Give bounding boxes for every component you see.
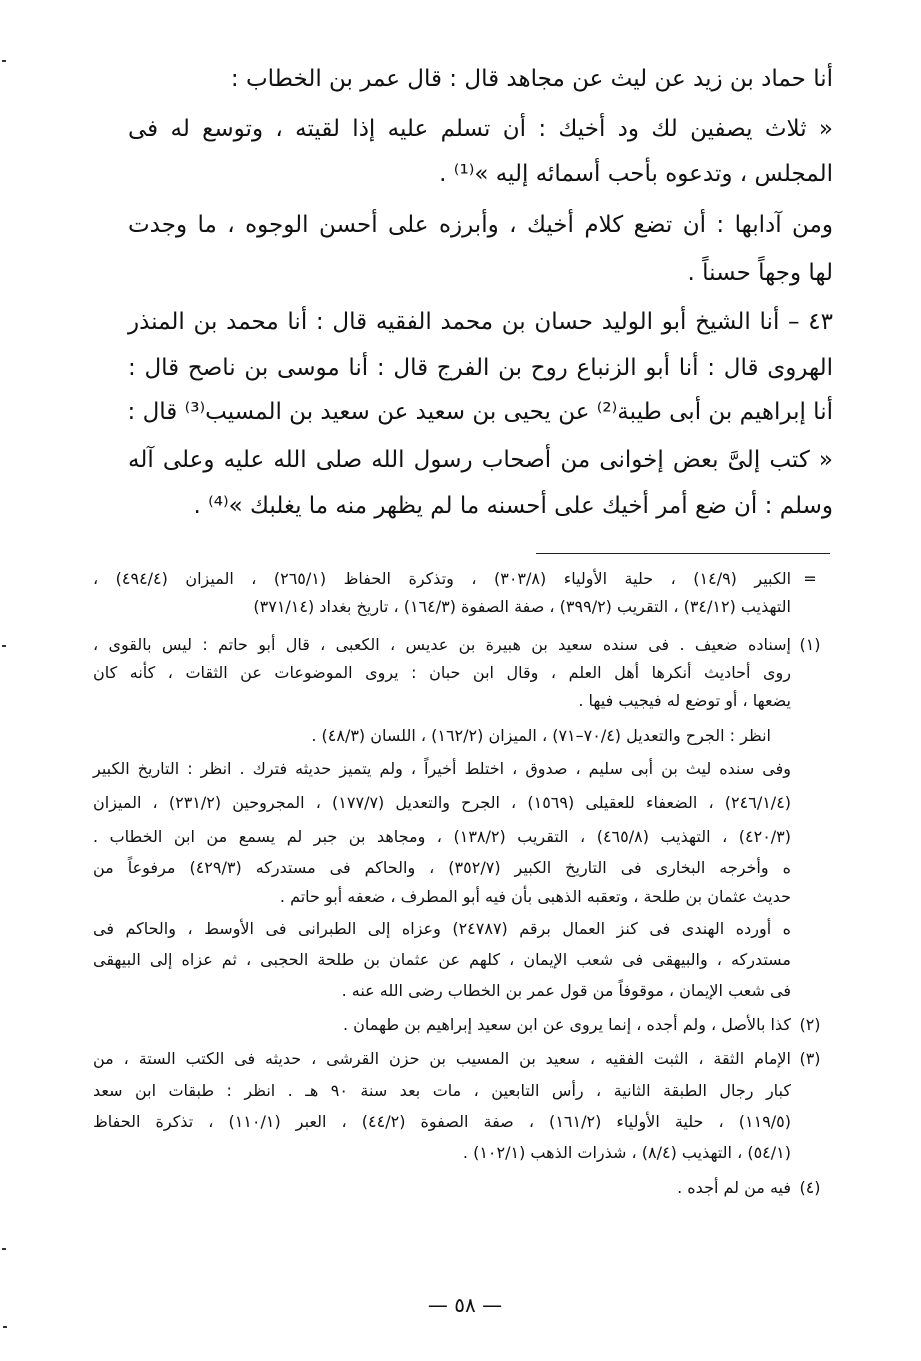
main-line: الهروى قال : أنا أبو الزنباع روح بن الفرج قال : أنا موسى بن ناصح قال :: [128, 355, 833, 381]
footnote-marker: (٣): [799, 1049, 821, 1068]
footnote-line: روى أحاديث أنكرها أهل العلم ، وقال ابن حبان : يروى الموضوعات عن الثقات ، كأنه كان: [93, 663, 791, 682]
footnote-line: مستدركه ، والبيهقى فى شعب الإيمان ، كلهم عن عثمان بن طلحة الحجبى ، ثم عزاه إلى البيهقى: [93, 950, 791, 969]
main-line: « ثلاث يصفين لك ود أخيك : أن تسلم عليه إذا لقيته ، وتوسع له فى: [128, 116, 833, 142]
footnote-line: كبار رجال الطبقة الثانية ، رأس التابعين ، مات بعد سنة ٩٠ هـ . انظر : طبقات ابن سعد: [93, 1081, 792, 1100]
footnote-line: (٢٤٦/١/٤) ، الضعفاء للعقيلى (١٥٦٩) ، الجرح والتعديل (١٧٧/٧) ، المجروحين (٢٣١/٢) ، الميزان: [93, 793, 792, 812]
footnote-marker: (٤): [799, 1178, 821, 1197]
footnote-line: فى شعب الإيمان ، موقوفاً من قول عمر بن الخطاب رضى الله عنه .: [341, 981, 791, 1000]
footnote-marker: (١): [799, 635, 821, 654]
footnote-line: (١١٩/٥) ، حلية الأولياء (١٦١/٢) ، صفة الصفوة (٤٤/٢) ، العبر (١١٠/١) ، تذكرة الحفاظ: [93, 1112, 792, 1131]
footnote-separator: [536, 553, 830, 554]
scan-speck: [2, 645, 6, 647]
main-line: وسلم : أن ضع أمر أخيك على أحسنه ما لم يظهر منه ما يغلبك »⁽⁴⁾ .: [193, 493, 833, 519]
main-line: أنا حماد بن زيد عن ليث عن مجاهد قال : قال عمر بن الخطاب :: [230, 66, 833, 92]
footnote-line: فيه من لم أجده .: [677, 1178, 791, 1197]
main-line: ومن آدابها : أن تضع كلام أخيك ، وأبرزه على أحسن الوجوه ، ما وجدت: [128, 212, 833, 238]
main-line: المجلس ، وتدعوه بأحب أسمائه إليه »⁽¹⁾ .: [439, 161, 833, 187]
footnote-line: ه أورده الهندى فى كنز العمال برقم (٢٤٧٨٧) وعزاه إلى الطبرانى فى الأوسط ، والحاكم فى: [93, 919, 792, 938]
footnote-line: حديث عثمان بن طلحة ، وتعقبه الذهبى بأن فيه أبو المطرف ، ضعفه أبو حاتم .: [279, 887, 791, 906]
footnote-line: ه وأخرجه البخارى فى التاريخ الكبير (٣٥٢/٧) ، والحاكم فى مستدركه (٤٢٩/٣) مرفوعاً من: [93, 858, 791, 877]
footnote-line: الكبير (١٤/٩) ، حلية الأولياء (٣٠٣/٨) ، وتذكرة الحفاظ (٢٦٥/١) ، الميزان (٤٩٤/٤) ،: [93, 569, 792, 588]
scan-speck: [3, 1326, 7, 1328]
main-line: أنا إبراهيم بن أبى طيبة⁽²⁾ عن يحيى بن سعيد عن سعيد بن المسيب⁽³⁾ قال :: [127, 399, 833, 425]
footnote-line: انظر : الجرح والتعديل (٧٠/٤–٧١) ، الميزان (١٦٢/٢) ، اللسان (٤٨/٣) .: [311, 726, 771, 745]
footnote-line: كذا بالأصل ، ولم أجده ، إنما يروى عن ابن سعيد إبراهيم بن طهمان .: [342, 1015, 791, 1034]
footnote-line: يضعها ، أو توضع له فيجيب فيها .: [578, 691, 791, 710]
footnote-line: الإمام الثقة ، الثبت الفقيه ، سعيد بن المسيب بن حزن القرشى ، حديثه فى الكتب الستة ، من: [93, 1049, 791, 1068]
page-number: — ٥٨ —: [427, 1293, 503, 1317]
main-line: لها وجهاً حسناً .: [687, 260, 833, 286]
main-line: « كتب إلىَّ بعض إخوانى من أصحاب رسول الله صلى الله عليه وعلى آله: [128, 447, 833, 473]
scan-speck: [2, 1248, 6, 1250]
main-line: ٤٣ – أنا الشيخ أبو الوليد حسان بن محمد الفقيه قال : أنا محمد بن المنذر: [128, 309, 833, 335]
footnote-line: إسناده ضعيف . فى سنده سعيد بن هبيرة بن عديس ، الكعبى ، قال أبو حاتم : ليس بالقوى ،: [93, 635, 791, 654]
footnote-marker: (٢): [799, 1015, 821, 1034]
footnote-line: (٥٤/١) ، التهذيب (٨/٤) ، شذرات الذهب (١٠٢/١) .: [462, 1143, 791, 1162]
footnote-line: (٤٢٠/٣) ، التهذيب (٤٦٥/٨) ، التقريب (١٣٨/٢) ، ومجاهد بن جبر لم يسمع من ابن الخطاب .: [93, 827, 792, 846]
scan-speck: [2, 60, 6, 62]
footnote-line: وفى سنده ليث بن أبى سليم ، صدوق ، اختلط أخيراً ، ولم يتميز حديثه فترك . انظر : التاريخ الكبير: [93, 759, 791, 778]
footnote-line: التهذيب (٣٤/١٢) ، التقريب (٣٩٩/٢) ، صفة الصفوة (١٦٤/٣) ، تاريخ بغداد (٣٧١/١٤): [253, 597, 791, 616]
footnote-marker: =: [803, 569, 817, 588]
